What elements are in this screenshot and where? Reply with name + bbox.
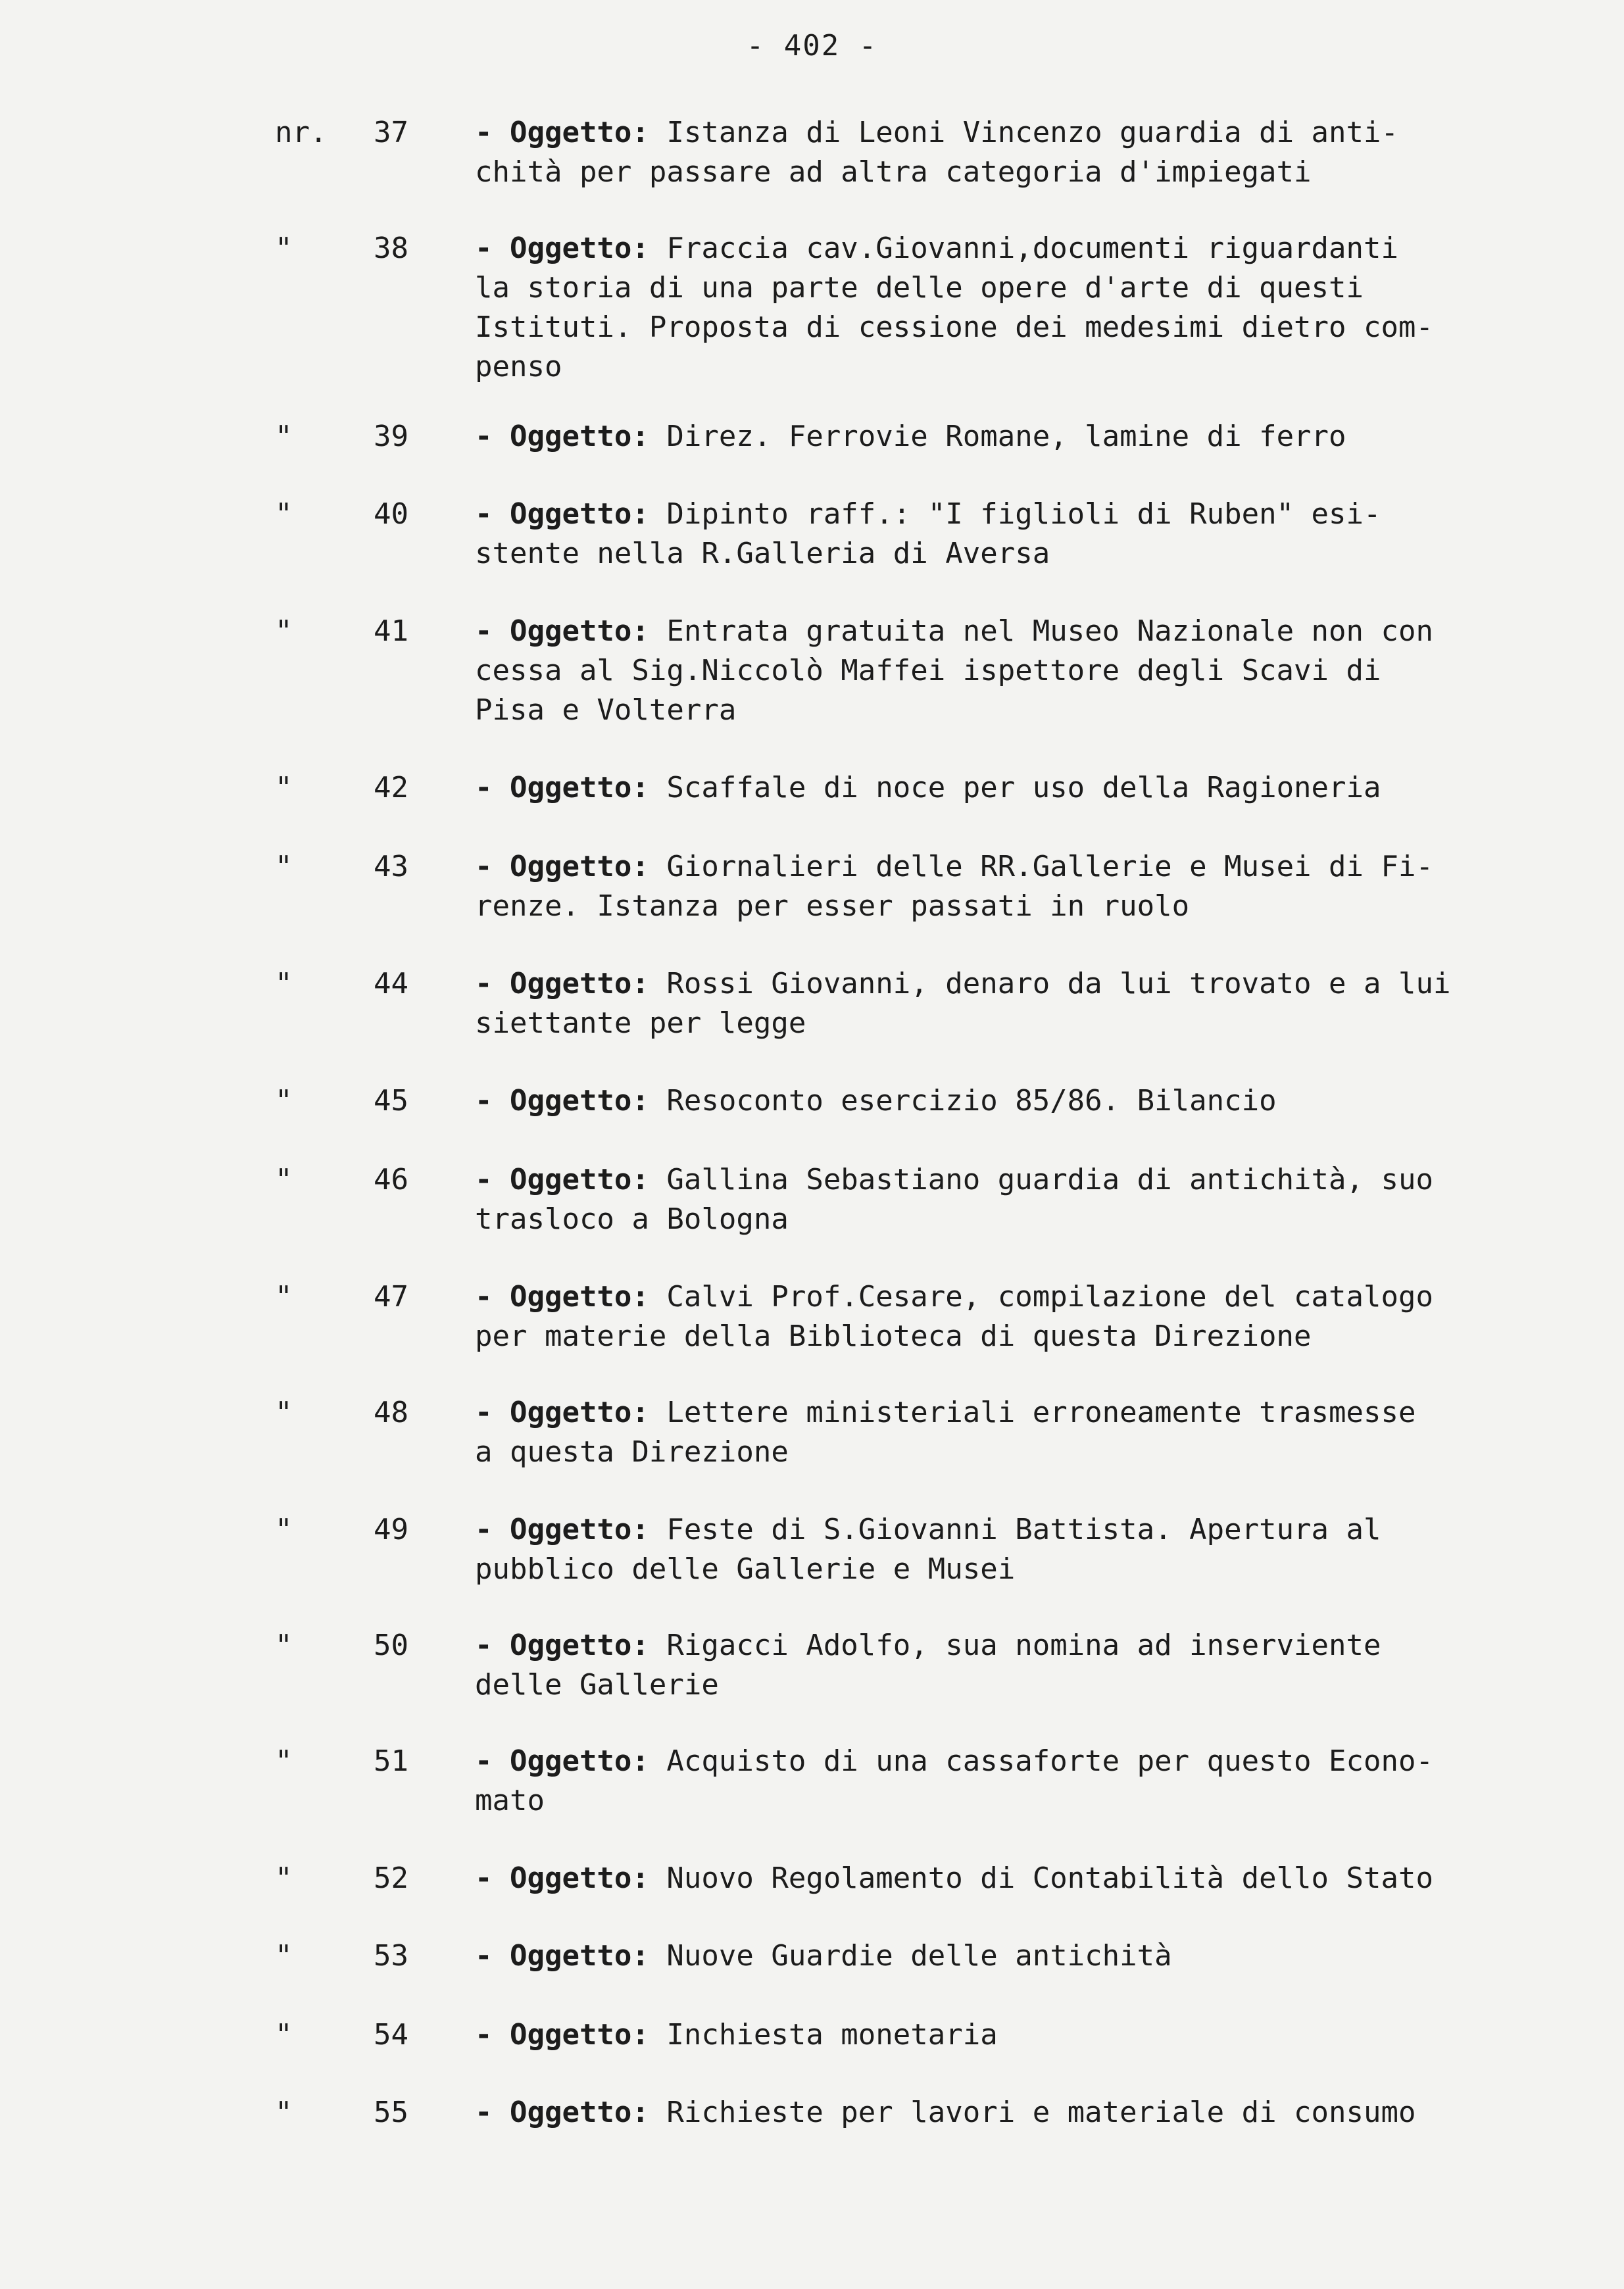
entry-line — [475, 1393, 1587, 1433]
entry-text — [475, 1936, 1587, 1976]
entry-prefix: " — [275, 771, 293, 804]
entry-label: - Oggetto: — [475, 1084, 649, 1118]
entry-prefix: " — [275, 1744, 293, 1778]
entry-number: 49 — [374, 1513, 408, 1546]
entry-line — [475, 495, 1587, 534]
entry-number: 37 — [374, 116, 408, 149]
entry-label: - Oggetto: — [475, 497, 649, 531]
entry-line-text: Resoconto esercizio 85/86. Bilancio — [666, 1084, 1277, 1118]
entry-line-text: a questa Direzione — [475, 1435, 789, 1469]
entry-number: 41 — [374, 614, 408, 648]
entry-line-text: Rossi Giovanni, denaro da lui trovato e a lui — [666, 967, 1451, 1000]
entry-label: - Oggetto: — [475, 2096, 649, 2129]
entry-number: 43 — [374, 850, 408, 883]
entry-prefix: nr. — [275, 116, 328, 149]
entry-line — [475, 612, 1587, 651]
entry-prefix: " — [275, 1084, 293, 1118]
entry-line — [475, 153, 1587, 192]
page-number: - 402 - — [746, 29, 878, 62]
entry-line-text: stente nella R.Galleria di Aversa — [475, 537, 1050, 570]
entry-line-text: Feste di S.Giovanni Battista. Apertura al — [666, 1513, 1381, 1546]
entry-prefix: " — [275, 1163, 293, 1196]
entry-prefix: " — [275, 1513, 293, 1546]
entry-line-text: Istituti. Proposta di cessione dei medesimi dietro com- — [475, 310, 1433, 344]
entry-line-text: penso — [475, 350, 562, 383]
entry-prefix: " — [275, 1861, 293, 1895]
entry-line-text: Entrata gratuita nel Museo Nazionale non con — [666, 614, 1433, 648]
entry-label: - Oggetto: — [475, 1163, 649, 1196]
entry-line — [475, 1004, 1587, 1043]
entry-line-text: Pisa e Volterra — [475, 693, 737, 727]
entry-label: - Oggetto: — [475, 232, 649, 265]
entry-line-text: la storia di una parte delle opere d'arte di questi — [475, 271, 1364, 305]
entry-number: 46 — [374, 1163, 408, 1196]
entry-text — [475, 1160, 1587, 1239]
entry-text — [475, 1277, 1587, 1356]
entry-prefix: " — [275, 420, 293, 453]
entry-line — [475, 887, 1587, 926]
entry-line-text: Scaffale di noce per uso della Ragioneria — [666, 771, 1381, 804]
entry-number: 51 — [374, 1744, 408, 1778]
entry-text — [475, 229, 1587, 387]
entry-line — [475, 1081, 1587, 1121]
entry-number: 38 — [374, 232, 408, 265]
entry-number: 45 — [374, 1084, 408, 1118]
entry-line-text: Direz. Ferrovie Romane, lamine di ferro — [666, 420, 1346, 453]
entry-line — [475, 1200, 1587, 1239]
entry-number: 48 — [374, 1396, 408, 1429]
entry-label: - Oggetto: — [475, 1629, 649, 1662]
entry-prefix: " — [275, 1280, 293, 1314]
entry-label: - Oggetto: — [475, 850, 649, 883]
entry-line-text: Nuove Guardie delle antichità — [666, 1939, 1172, 1973]
entry-number: 44 — [374, 967, 408, 1000]
entry-line-text: Richieste per lavori e materiale di consumo — [666, 2096, 1416, 2129]
entry-line-text: delle Gallerie — [475, 1668, 719, 1702]
entry-number: 47 — [374, 1280, 408, 1314]
entry-line-text: siettante per legge — [475, 1006, 806, 1040]
entry-line — [475, 691, 1587, 730]
entry-line — [475, 534, 1587, 574]
entry-label: - Oggetto: — [475, 1939, 649, 1973]
entry-text — [475, 495, 1587, 574]
entry-line — [475, 308, 1587, 347]
entry-label: - Oggetto: — [475, 1744, 649, 1778]
entry-prefix: " — [275, 1939, 293, 1973]
entry-prefix: " — [275, 614, 293, 648]
entry-line — [475, 1317, 1587, 1356]
entry-line-text: Gallina Sebastiano guardia di antichità, suo — [666, 1163, 1433, 1196]
entry-label: - Oggetto: — [475, 116, 649, 149]
entry-number: 42 — [374, 771, 408, 804]
entry-label: - Oggetto: — [475, 967, 649, 1000]
entry-prefix: " — [275, 2018, 293, 2052]
entry-line-text: renze. Istanza per esser passati in ruolo — [475, 889, 1190, 923]
entry-line-text: Giornalieri delle RR.Gallerie e Musei di Fi- — [666, 850, 1433, 883]
entry-line-text: cessa al Sig.Niccolò Maffei ispettore degli Scavi di — [475, 654, 1381, 687]
entry-text — [475, 113, 1587, 192]
entry-text — [475, 1081, 1587, 1121]
entry-line-text: per materie della Biblioteca di questa Direzione — [475, 1319, 1312, 1353]
entry-line — [475, 1550, 1587, 1589]
entry-line-text: Nuovo Regolamento di Contabilità dello Stato — [666, 1861, 1433, 1895]
entry-line — [475, 1626, 1587, 1665]
entry-text — [475, 612, 1587, 730]
entry-prefix: " — [275, 2096, 293, 2129]
entry-number: 55 — [374, 2096, 408, 2129]
entry-line — [475, 1859, 1587, 1898]
entry-text — [475, 417, 1587, 456]
entry-label: - Oggetto: — [475, 1513, 649, 1546]
entry-text — [475, 2093, 1587, 2132]
entry-prefix: " — [275, 967, 293, 1000]
entry-line — [475, 1936, 1587, 1976]
entry-label: - Oggetto: — [475, 1280, 649, 1314]
entry-prefix: " — [275, 1396, 293, 1429]
entry-line-text: Inchiesta monetaria — [666, 2018, 998, 2052]
entry-line — [475, 1781, 1587, 1821]
entry-number: 54 — [374, 2018, 408, 2052]
entry-number: 53 — [374, 1939, 408, 1973]
entry-line — [475, 847, 1587, 887]
entry-line — [475, 347, 1587, 387]
entry-line — [475, 229, 1587, 268]
entry-line — [475, 651, 1587, 691]
entry-line — [475, 2093, 1587, 2132]
entry-number: 52 — [374, 1861, 408, 1895]
entry-text — [475, 847, 1587, 926]
entry-line-text: pubblico delle Gallerie e Musei — [475, 1552, 1016, 1586]
entry-text — [475, 964, 1587, 1043]
entry-label: - Oggetto: — [475, 1861, 649, 1895]
entry-line-text: Rigacci Adolfo, sua nomina ad inserviente — [666, 1629, 1381, 1662]
entry-line — [475, 1742, 1587, 1781]
entry-line-text: Acquisto di una cassaforte per questo Econo- — [666, 1744, 1433, 1778]
entry-line — [475, 1433, 1587, 1472]
entry-line — [475, 1160, 1587, 1200]
entry-line — [475, 113, 1587, 153]
entry-label: - Oggetto: — [475, 2018, 649, 2052]
entry-line — [475, 2015, 1587, 2055]
entry-number: 50 — [374, 1629, 408, 1662]
entry-prefix: " — [275, 850, 293, 883]
entry-line — [475, 1277, 1587, 1317]
entry-line-text: trasloco a Bologna — [475, 1202, 789, 1236]
entry-label: - Oggetto: — [475, 1396, 649, 1429]
entry-line-text: Calvi Prof.Cesare, compilazione del catalogo — [666, 1280, 1433, 1314]
entry-text — [475, 1510, 1587, 1589]
entry-prefix: " — [275, 232, 293, 265]
entry-line — [475, 268, 1587, 308]
entry-line-text: Dipinto raff.: "I figlioli di Ruben" esi- — [666, 497, 1381, 531]
entry-line — [475, 1665, 1587, 1705]
entry-text — [475, 1626, 1587, 1705]
entry-line-text: Lettere ministeriali erroneamente trasmesse — [666, 1396, 1416, 1429]
entry-text — [475, 768, 1587, 808]
entry-line-text: Istanza di Leoni Vincenzo guardia di anti- — [666, 116, 1398, 149]
entry-text — [475, 2015, 1587, 2055]
entry-line — [475, 768, 1587, 808]
entry-label: - Oggetto: — [475, 614, 649, 648]
entry-line — [475, 417, 1587, 456]
entry-line-text: chità per passare ad altra categoria d'impiegati — [475, 155, 1312, 189]
entry-number: 40 — [374, 497, 408, 531]
entry-line — [475, 1510, 1587, 1550]
entry-text — [475, 1742, 1587, 1821]
entry-number: 39 — [374, 420, 408, 453]
entry-line — [475, 964, 1587, 1004]
entry-prefix: " — [275, 497, 293, 531]
entry-label: - Oggetto: — [475, 771, 649, 804]
entry-text — [475, 1393, 1587, 1472]
entry-line-text: Fraccia cav.Giovanni,documenti riguardanti — [666, 232, 1398, 265]
entry-prefix: " — [275, 1629, 293, 1662]
entry-text — [475, 1859, 1587, 1898]
entry-label: - Oggetto: — [475, 420, 649, 453]
entry-line-text: mato — [475, 1784, 545, 1817]
